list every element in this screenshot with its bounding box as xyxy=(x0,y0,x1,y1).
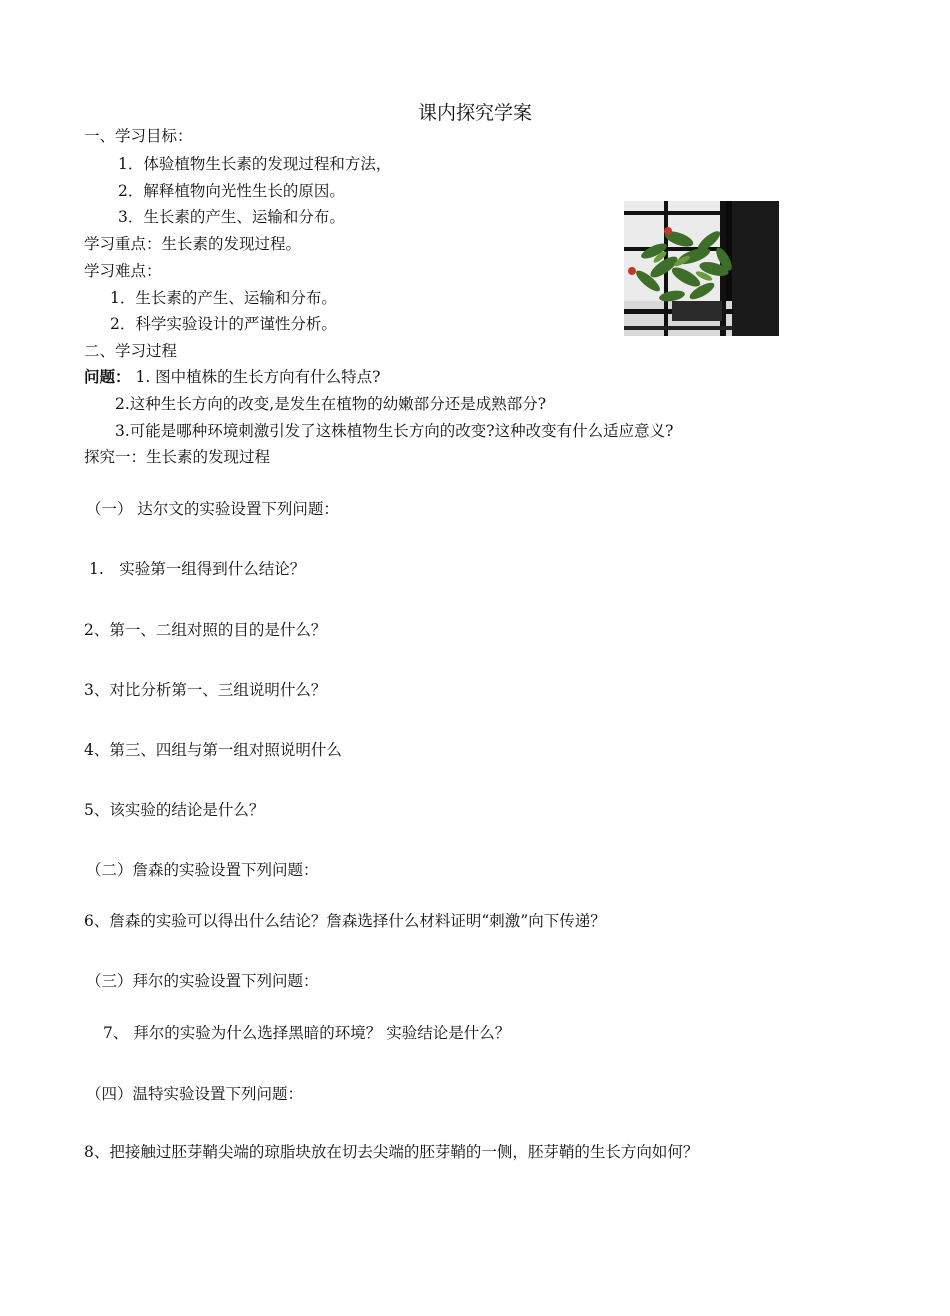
darwin-heading: （一） 达尔文的实验设置下列问题： xyxy=(86,500,339,518)
problem-line-1 xyxy=(84,367,380,387)
darwin-question-2: 2、第一、二组对照的目的是什么？ xyxy=(84,621,327,639)
difficulty-item-2: 2．科学实验设计的严谨性分析。 xyxy=(110,315,337,333)
problem-2: 2.这种生长方向的改变,是发生在植物的幼嫩部分还是成熟部分? xyxy=(115,395,547,413)
page-title: 课内探究学案 xyxy=(417,102,532,124)
darwin-question-1: 1. 实验第一组得到什么结论？ xyxy=(89,560,306,578)
jensen-heading: （二）詹森的实验设置下列问题： xyxy=(86,861,319,879)
plant-photo xyxy=(624,201,779,336)
problem-label: 问题： xyxy=(84,367,131,386)
darwin-question-4: 4、第三、四组与第一组对照说明什么 xyxy=(84,741,342,759)
goal-item-1: 1．体验植物生长素的发现过程和方法， xyxy=(118,155,392,173)
difficulty-heading: 学习难点： xyxy=(84,262,162,280)
goal-item-2: 2．解释植物向光性生长的原因。 xyxy=(118,182,345,200)
jensen-question-6: 6、詹森的实验可以得出什么结论？詹森选择什么材料证明“刺激”向下传递？ xyxy=(84,912,606,930)
darwin-question-3: 3、对比分析第一、三组说明什么？ xyxy=(84,681,327,699)
section1-heading: 一、学习目标： xyxy=(84,127,193,145)
problem-1: 1. 图中植株的生长方向有什么特点? xyxy=(135,368,381,386)
goal-item-3: 3．生长素的产生、运输和分布。 xyxy=(118,208,345,226)
went-heading: （四）温特实验设置下列问题： xyxy=(86,1085,304,1103)
problem-3: 3.可能是哪种环境刺激引发了这株植物生长方向的改变?这种改变有什么适应意义? xyxy=(115,422,674,440)
paal-question-7: 7、 拜尔的实验为什么选择黑暗的环境？ 实验结论是什么？ xyxy=(103,1024,511,1042)
darwin-question-5: 5、该实验的结论是什么？ xyxy=(84,801,265,819)
key-point: 学习重点：生长素的发现过程。 xyxy=(84,235,302,253)
difficulty-item-1: 1．生长素的产生、运输和分布。 xyxy=(110,289,337,307)
went-question-8: 8、把接触过胚芽鞘尖端的琼脂块放在切去尖端的胚芽鞘的一侧，胚芽鞘的生长方向如何？ xyxy=(84,1143,699,1161)
explore1-heading: 探究一：生长素的发现过程 xyxy=(84,448,271,466)
paal-heading: （三）拜尔的实验设置下列问题： xyxy=(86,972,319,990)
section2-heading: 二、学习过程 xyxy=(84,342,178,360)
